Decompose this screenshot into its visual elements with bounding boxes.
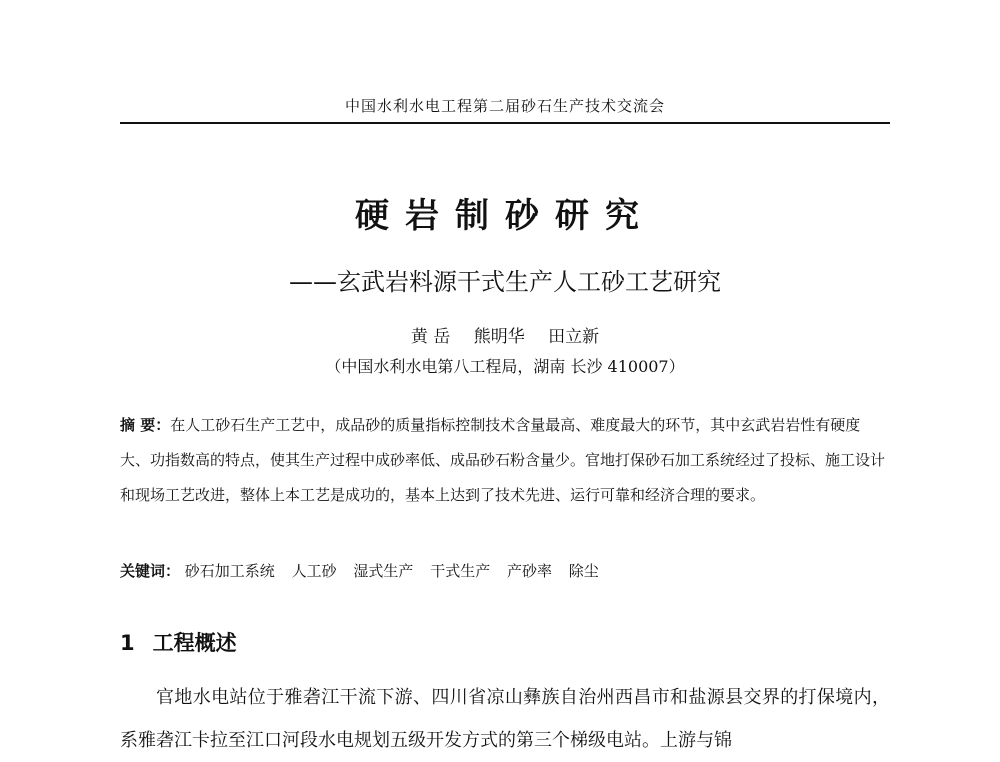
- section-number: 1: [120, 631, 135, 655]
- author-name: 田立新: [548, 327, 600, 347]
- keywords: [120, 560, 890, 581]
- keyword: 干式生产: [430, 562, 491, 580]
- author-name: 熊明华: [473, 327, 525, 347]
- author-affiliation: （中国水利水电第八工程局，湖南 长沙 410007）: [325, 357, 685, 376]
- body-paragraph: 官地水电站位于雅砻江干流下游、四川省凉山彝族自治州西昌市和盐源县交界的打保境内，系雅砻江卡拉至江口河段水电规划五级开发方式的第三个梯级电站。上游与锦: [120, 687, 890, 751]
- abstract-text: 在人工砂石生产工艺中，成品砂的质量指标控制技术含量最高、难度最大的环节，其中玄武岩岩性有硬度大、功指数高的特点，使其生产过程中成砂率低、成品砂石粉含量少。官地打保砂石加工系统经过了投标、施工设计和现场工艺改进，整体上本工艺是成功的，基本上达到了技术先进、运行可靠和经济合理的要求。: [120, 416, 886, 504]
- abstract-label: 摘 要：: [120, 416, 171, 434]
- running-head: 中国水利水电工程第二届砂石生产技术交流会: [344, 97, 665, 115]
- keyword: 湿式生产: [353, 562, 414, 580]
- keyword: 人工砂: [291, 562, 337, 580]
- author-list: [120, 322, 890, 347]
- keyword: 产砂率: [506, 562, 552, 580]
- section-title: 工程概述: [152, 631, 237, 655]
- keywords-label: 关键词：: [120, 562, 181, 580]
- paper-title: 硬岩制砂研究: [355, 196, 655, 236]
- keyword: 除尘: [568, 562, 599, 580]
- header-rule: [120, 122, 890, 124]
- section-heading: [120, 627, 890, 657]
- abstract: [120, 408, 890, 513]
- keyword: 砂石加工系统: [184, 562, 275, 580]
- paper-subtitle: ——玄武岩料源干式生产人工砂工艺研究: [289, 268, 721, 296]
- author-name: 黄 岳: [410, 327, 451, 347]
